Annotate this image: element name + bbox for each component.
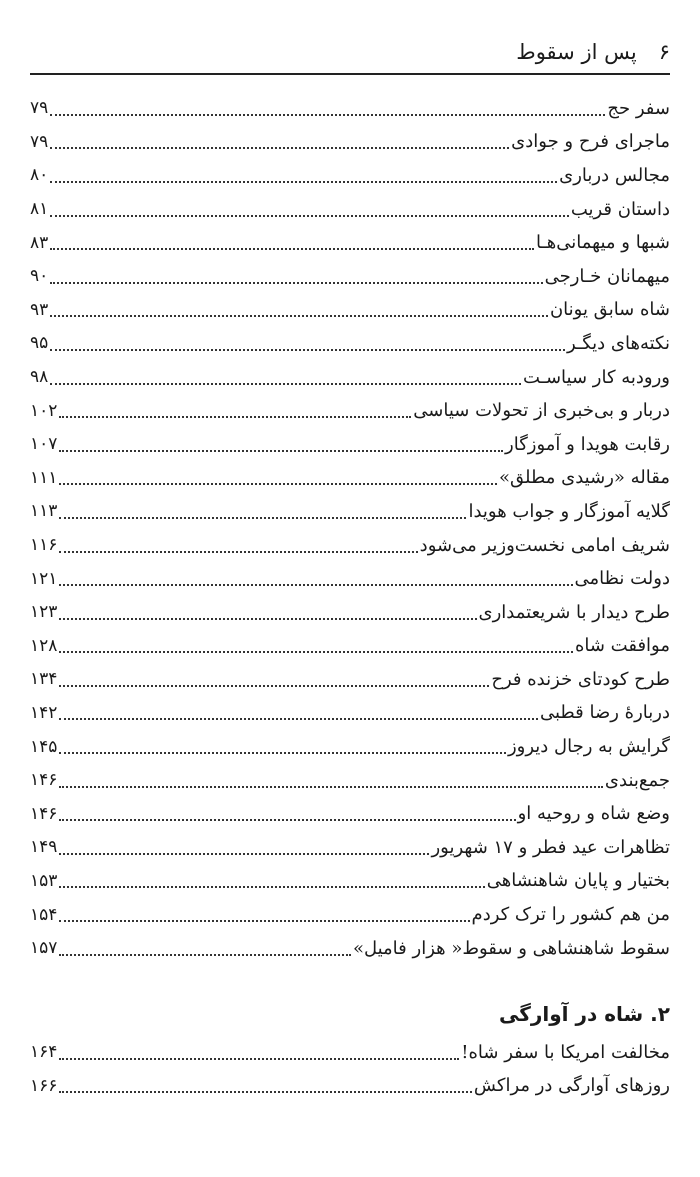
entry-page-number: ۱۴۶: [30, 803, 58, 824]
dot-leader: [59, 651, 573, 653]
entry-title: طرح کودتای خزنده فرح: [491, 668, 670, 690]
dot-leader: [59, 786, 603, 788]
entry-title: بختیار و پایان شاهنشاهی: [486, 870, 670, 892]
entry-page-number: ۱۱۳: [30, 501, 58, 522]
toc-entry: [30, 831, 670, 865]
toc-entry: [30, 529, 670, 563]
toc-entry: [30, 462, 670, 496]
dot-leader: [59, 618, 476, 620]
entry-page-number: ۸۱: [30, 199, 49, 220]
entry-page-number: ۱۱۶: [30, 535, 58, 556]
entry-page-number: ۱۴۶: [30, 770, 58, 791]
toc-entry: [30, 932, 670, 966]
entry-title: ورودبه کار سیاسـت: [523, 366, 670, 388]
entry-title: جمع‌بندی: [604, 769, 670, 791]
toc-entry: [30, 663, 670, 697]
dot-leader: [50, 383, 521, 385]
dot-leader: [50, 282, 542, 284]
toc-entry: [30, 898, 670, 932]
running-header: [30, 34, 670, 70]
entry-title: وضع شاه و روحیه او: [517, 803, 670, 825]
toc-list-section-2: [30, 1036, 670, 1103]
entry-page-number: ۷۹: [30, 98, 49, 119]
dot-leader: [59, 853, 429, 855]
entry-title: روزهای آوارگی در مراکش: [473, 1075, 670, 1097]
entry-title: گرایش به رجال دیروز: [507, 736, 670, 758]
toc-entry: [30, 294, 670, 328]
entry-title: شریف امامی نخست‌وزیر می‌شود: [419, 534, 670, 556]
entry-page-number: ۱۴۹: [30, 837, 58, 858]
entry-title: نکته‌های دیگـر: [567, 332, 670, 354]
entry-title: دربارهٔ رضا قطبی: [539, 702, 670, 724]
dot-leader: [59, 886, 484, 888]
entry-title: تظاهرات عید فطر و ۱۷ شهریور: [431, 836, 670, 858]
toc-entry: [30, 730, 670, 764]
dot-leader: [50, 114, 605, 116]
toc-entry: [30, 226, 670, 260]
section-heading: ۲. شاه در آوارگی: [499, 1002, 670, 1026]
entry-page-number: ۹۰: [30, 266, 49, 287]
dot-leader: [59, 450, 503, 452]
dot-leader: [59, 483, 497, 485]
entry-title: مخالفت امریکا با سفر شاه!: [461, 1041, 670, 1063]
entry-page-number: ۹۳: [30, 299, 49, 320]
entry-title: دربار و بی‌خبری از تحولات سیاسی: [413, 400, 670, 422]
entry-page-number: ۱۲۳: [30, 602, 58, 623]
entry-title: موافقت شاه: [574, 635, 670, 657]
toc-entry: [30, 428, 670, 462]
entry-title: رقابت هویدا و آموزگار: [505, 433, 670, 455]
dot-leader: [50, 181, 557, 183]
dot-leader: [59, 517, 466, 519]
entry-title: طرح دیدار با شریعتمداری: [478, 601, 670, 623]
entry-page-number: ۱۱۱: [30, 467, 58, 488]
toc-entry: [30, 1036, 670, 1070]
toc-list: [30, 92, 670, 965]
toc-entry: [30, 159, 670, 193]
toc-entry: [30, 797, 670, 831]
entry-page-number: ۱۵۴: [30, 904, 58, 925]
dot-leader: [50, 349, 565, 351]
entry-page-number: ۱۶۶: [30, 1075, 58, 1096]
toc-entry: [30, 562, 670, 596]
book-page: [30, 0, 670, 1177]
entry-title: شبها و میهمانی‌هـا: [536, 232, 670, 254]
entry-title: گلایه آموزگار و جواب هویدا: [468, 500, 670, 522]
toc-entry: [30, 764, 670, 798]
entry-title: من هم کشور را ترک کردم: [471, 904, 670, 926]
entry-page-number: ۱۴۲: [30, 702, 58, 723]
entry-page-number: ۱۵۷: [30, 938, 58, 959]
dot-leader: [59, 752, 506, 754]
entry-title: سقوط شاهنشاهی و سقوط« هزار فامیل»: [352, 937, 670, 959]
dot-leader: [50, 248, 534, 250]
toc-entry: [30, 630, 670, 664]
book-title: پس از سقوط: [516, 40, 637, 64]
entry-title: داستان قریب: [570, 198, 670, 220]
dot-leader: [50, 147, 509, 149]
entry-page-number: ۱۳۴: [30, 669, 58, 690]
dot-leader: [59, 819, 515, 821]
toc-entry: [30, 260, 670, 294]
dot-leader: [59, 551, 417, 553]
page-number: ۶: [658, 40, 670, 64]
entry-title: مقاله «رشیدی مطلق»: [499, 467, 670, 489]
dot-leader: [59, 954, 351, 956]
toc-entry: [30, 327, 670, 361]
entry-page-number: ۹۵: [30, 333, 49, 354]
dot-leader: [59, 685, 489, 687]
entry-page-number: ۱۶۴: [30, 1042, 58, 1063]
entry-page-number: ۱۰۷: [30, 434, 58, 455]
entry-page-number: ۹۸: [30, 367, 49, 388]
toc-entry: [30, 126, 670, 160]
entry-title: مجالس درباری: [559, 164, 670, 186]
dot-leader: [59, 920, 469, 922]
entry-title: سفر حج: [607, 97, 670, 119]
toc-entry: [30, 495, 670, 529]
toc-entry: [30, 697, 670, 731]
toc-entry: [30, 596, 670, 630]
dot-leader: [59, 718, 538, 720]
entry-page-number: ۱۲۸: [30, 635, 58, 656]
dot-leader: [50, 215, 569, 217]
entry-title: میهمانان خـارجی: [544, 265, 670, 287]
toc-entry: [30, 92, 670, 126]
toc-entry: [30, 361, 670, 395]
entry-title: شاه سابق یونان: [549, 299, 670, 321]
entry-title: ماجرای فرح و جوادی: [511, 131, 670, 153]
entry-page-number: ۱۵۳: [30, 870, 58, 891]
dot-leader: [59, 584, 572, 586]
dot-leader: [50, 315, 548, 317]
toc-entry: [30, 1070, 670, 1104]
entry-page-number: ۸۳: [30, 232, 49, 253]
entry-page-number: ۷۹: [30, 131, 49, 152]
toc-entry: [30, 394, 670, 428]
dot-leader: [59, 1058, 459, 1060]
entry-page-number: ۱۰۲: [30, 400, 58, 421]
header-rule: [30, 73, 670, 75]
toc-entry: [30, 865, 670, 899]
dot-leader: [59, 1091, 472, 1093]
entry-page-number: ۱۴۵: [30, 736, 58, 757]
entry-title: دولت نظامی: [574, 568, 670, 590]
entry-page-number: ۱۲۱: [30, 568, 58, 589]
toc-entry: [30, 193, 670, 227]
dot-leader: [59, 416, 411, 418]
entry-page-number: ۸۰: [30, 165, 49, 186]
